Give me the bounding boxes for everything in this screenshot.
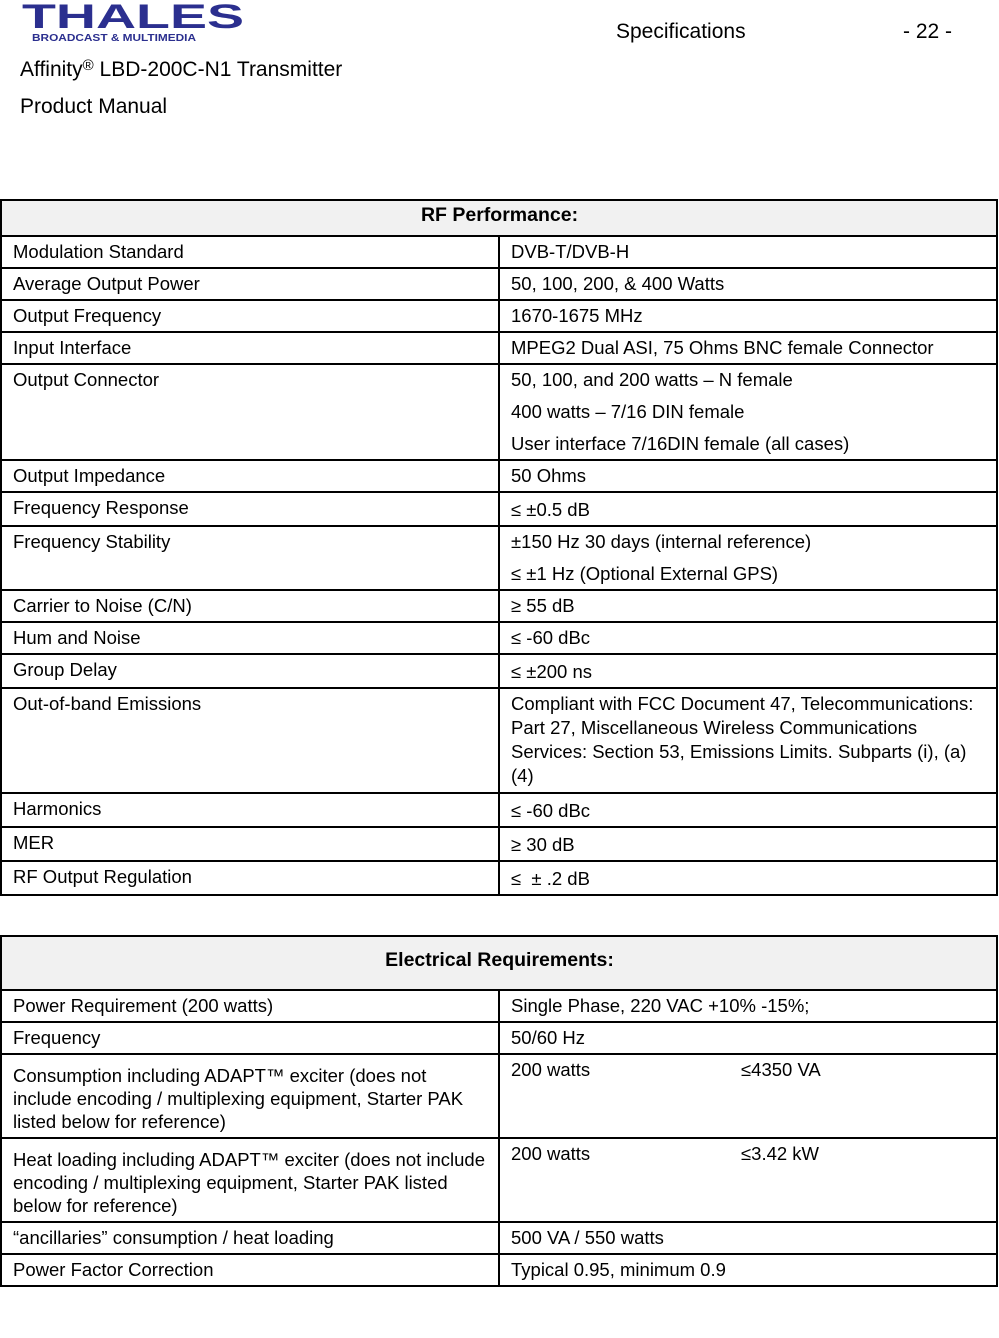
spec-value-watts: 200 watts [511, 1143, 591, 1164]
elec-table-title: Electrical Requirements: [1, 936, 997, 990]
rf-table-title: RF Performance: [1, 200, 997, 236]
table-row [1, 1054, 997, 1138]
spec-label: Output Connector [1, 364, 499, 460]
spec-value: 1670-1675 MHz [499, 300, 997, 332]
spec-value: Single Phase, 220 VAC +10% -15%; [499, 990, 997, 1022]
spec-value: ≤ -60 dBc [499, 622, 997, 654]
spec-value-line: ±150 Hz 30 days (internal reference) [511, 531, 812, 552]
spec-value-line: ≤ ±1 Hz (Optional External GPS) [511, 563, 779, 584]
spec-value: 50 Ohms [499, 460, 997, 492]
spec-value: ≤ ± .2 dB [499, 861, 997, 895]
spec-value: MPEG2 Dual ASI, 75 Ohms BNC female Connector [499, 332, 997, 364]
spec-value [499, 1054, 997, 1138]
product-name [20, 58, 342, 82]
table-row [1, 654, 997, 688]
table-row [1, 1138, 997, 1222]
spec-label: Frequency [1, 1022, 499, 1054]
spec-label: Power Requirement (200 watts) [1, 990, 499, 1022]
spec-value: ≤ ±0.5 dB [499, 492, 997, 526]
spec-label: Average Output Power [1, 268, 499, 300]
spec-value-line: 400 watts – 7/16 DIN female [511, 401, 745, 422]
spec-value: 50/60 Hz [499, 1022, 997, 1054]
spec-value: 500 VA / 550 watts [499, 1222, 997, 1254]
spec-value-line: 50, 100, and 200 watts – N female [511, 369, 793, 390]
spec-label: Modulation Standard [1, 236, 499, 268]
table-row [1, 364, 997, 460]
spec-value: 50, 100, 200, & 400 Watts [499, 268, 997, 300]
table-title-row [1, 200, 997, 236]
logo-subtitle: BROADCAST & MULTIMEDIA [32, 33, 196, 44]
table-row [1, 460, 997, 492]
table-row [1, 332, 997, 364]
spec-value: ≤ -60 dBc [499, 793, 997, 827]
spec-label: Hum and Noise [1, 622, 499, 654]
table-row [1, 236, 997, 268]
table-row [1, 268, 997, 300]
spec-label: Carrier to Noise (C/N) [1, 590, 499, 622]
table-title-row [1, 936, 997, 990]
spec-label: Output Impedance [1, 460, 499, 492]
spec-label: Frequency Response [1, 492, 499, 526]
spec-label: Harmonics [1, 793, 499, 827]
spec-value [499, 526, 997, 590]
spec-value [499, 364, 997, 460]
spec-label: “ancillaries” consumption / heat loading [1, 1222, 499, 1254]
spec-value: Compliant with FCC Document 47, Telecommunications: Part 27, Miscellaneous Wireless Communications Services: Section 53, Emissions Limits. Subparts (i), (a) (4) [499, 688, 997, 793]
table-row [1, 1254, 997, 1286]
spec-value: ≤ ±200 ns [499, 654, 997, 688]
spec-value-kw: ≤3.42 kW [741, 1143, 820, 1164]
spec-value-pair [511, 1142, 986, 1165]
spec-label: MER [1, 827, 499, 861]
table-row [1, 793, 997, 827]
thales-logo [20, 0, 246, 44]
spec-label: Heat loading including ADAPT™ exciter (does not include encoding / multiplexing equipment, Starter PAK listed below for reference) [1, 1138, 499, 1222]
spec-label: RF Output Regulation [1, 861, 499, 895]
table-row [1, 300, 997, 332]
table-row [1, 688, 997, 793]
logo-wordmark: THALES [22, 0, 244, 36]
table-row [1, 526, 997, 590]
table-row [1, 492, 997, 526]
table-row [1, 990, 997, 1022]
spec-label: Input Interface [1, 332, 499, 364]
registered-mark: ® [82, 57, 94, 74]
spec-value: DVB-T/DVB-H [499, 236, 997, 268]
spec-value [499, 1138, 997, 1222]
product-prefix: Affinity [20, 58, 83, 81]
spec-label: Frequency Stability [1, 526, 499, 590]
spec-value: ≥ 55 dB [499, 590, 997, 622]
spec-label: Group Delay [1, 654, 499, 688]
spec-value-pair [511, 1058, 986, 1081]
product-suffix: LBD-200C-N1 Transmitter [93, 58, 343, 81]
spec-label: Output Frequency [1, 300, 499, 332]
table-row [1, 590, 997, 622]
spec-label: Power Factor Correction [1, 1254, 499, 1286]
spec-value-va: ≤4350 VA [741, 1059, 821, 1080]
spec-label: Out-of-band Emissions [1, 688, 499, 793]
table-row [1, 1222, 997, 1254]
spec-label: Consumption including ADAPT™ exciter (does not include encoding / multiplexing equipment, Starter PAK listed below for reference) [1, 1054, 499, 1138]
page-number: - 22 - [903, 20, 953, 43]
table-row [1, 827, 997, 861]
table-row [1, 1022, 997, 1054]
table-row [1, 861, 997, 895]
spec-value-watts: 200 watts [511, 1059, 591, 1080]
header-section: Specifications [616, 20, 746, 43]
spec-value: ≥ 30 dB [499, 827, 997, 861]
electrical-requirements-table [0, 935, 998, 1287]
table-row [1, 622, 997, 654]
rf-performance-table [0, 199, 998, 896]
spec-value-line: User interface 7/16DIN female (all cases) [511, 433, 850, 454]
manual-title: Product Manual [20, 95, 168, 118]
spec-value: Typical 0.95, minimum 0.9 [499, 1254, 997, 1286]
